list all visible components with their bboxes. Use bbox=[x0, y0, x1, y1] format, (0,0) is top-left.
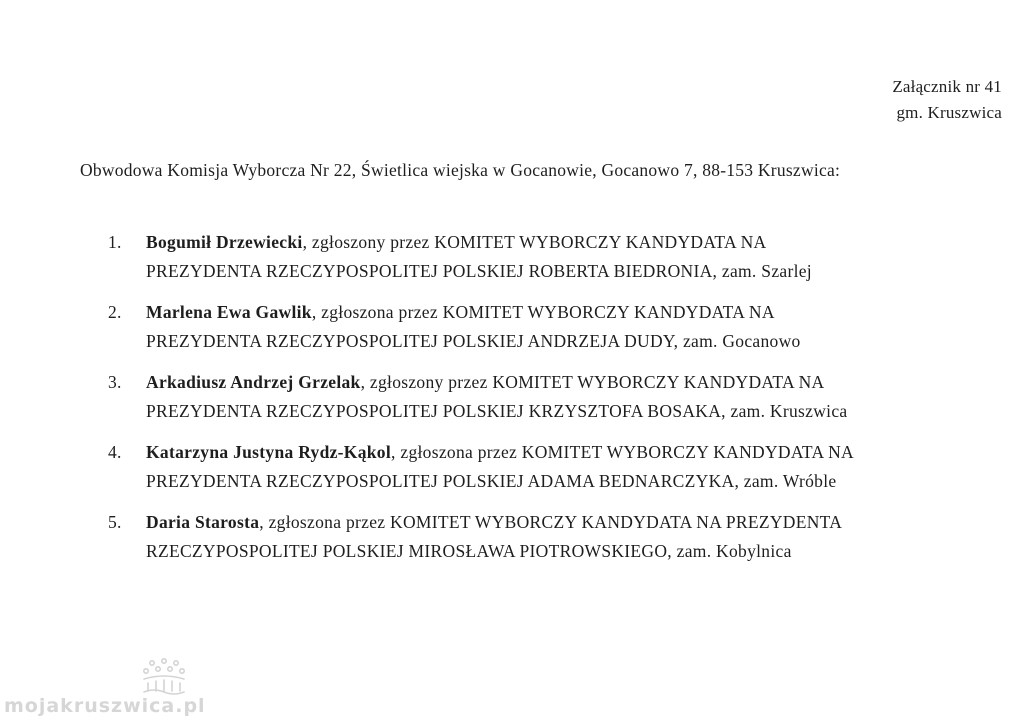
member-nomination: , zgłoszona przez KOMITET WYBORCZY KANDYDATA NA bbox=[311, 302, 775, 322]
member-name: Bogumił Drzewiecki bbox=[146, 232, 303, 252]
list-item bbox=[108, 508, 988, 566]
member-nomination: , zgłoszona przez KOMITET WYBORCZY KANDYDATA NA PREZYDENTA bbox=[259, 512, 843, 532]
list-item bbox=[108, 228, 988, 286]
member-line-1 bbox=[146, 438, 988, 467]
member-line-2: RZECZYPOSPOLITEJ POLSKIEJ MIROSŁAWA PIOTROWSKIEGO, zam. Kobylnica bbox=[146, 541, 792, 561]
member-nomination: , zgłoszony przez KOMITET WYBORCZY KANDYDATA NA bbox=[302, 232, 767, 252]
member-line-2: PREZYDENTA RZECZYPOSPOLITEJ POLSKIEJ KRZYSZTOFA BOSAKA, zam. Kruszwica bbox=[146, 401, 848, 421]
member-line-2: PREZYDENTA RZECZYPOSPOLITEJ POLSKIEJ ROBERTA BIEDRONIA, zam. Szarlej bbox=[146, 261, 812, 281]
member-line-2: PREZYDENTA RZECZYPOSPOLITEJ POLSKIEJ ANDRZEJA DUDY, zam. Gocanowo bbox=[146, 331, 801, 351]
member-nomination: , zgłoszony przez KOMITET WYBORCZY KANDYDATA NA bbox=[360, 372, 825, 392]
member-line-1 bbox=[146, 298, 988, 327]
item-number: 4. bbox=[108, 442, 122, 462]
member-line-1 bbox=[146, 368, 988, 397]
commission-title: Obwodowa Komisja Wyborcza Nr 22, Świetlica wiejska w Gocanowie, Gocanowo 7, 88-153 Kruszwica: bbox=[80, 160, 841, 180]
item-number: 1. bbox=[108, 232, 122, 252]
member-line-1 bbox=[146, 228, 988, 257]
member-name: Katarzyna Justyna Rydz-Kąkol bbox=[146, 442, 392, 462]
attachment-municipality: gm. Kruszwica bbox=[896, 103, 1002, 122]
member-name: Daria Starosta bbox=[146, 512, 260, 532]
attachment-header bbox=[892, 74, 1002, 126]
list-item bbox=[108, 298, 988, 356]
member-name: Marlena Ewa Gawlik bbox=[146, 302, 312, 322]
members-list bbox=[108, 228, 988, 578]
list-item bbox=[108, 368, 988, 426]
item-number: 2. bbox=[108, 302, 122, 322]
list-item bbox=[108, 438, 988, 496]
attachment-number: Załącznik nr 41 bbox=[892, 77, 1002, 96]
watermark bbox=[4, 657, 204, 717]
member-nomination: , zgłoszona przez KOMITET WYBORCZY KANDYDATA NA bbox=[391, 442, 854, 462]
member-line-1 bbox=[146, 508, 988, 537]
item-number: 3. bbox=[108, 372, 122, 392]
watermark-text: mojakruszwica.pl bbox=[4, 695, 206, 717]
member-name: Arkadiusz Andrzej Grzelak bbox=[146, 372, 361, 392]
item-number: 5. bbox=[108, 512, 122, 532]
member-line-2: PREZYDENTA RZECZYPOSPOLITEJ POLSKIEJ ADAMA BEDNARCZYKA, zam. Wróble bbox=[146, 471, 837, 491]
town-logo-icon bbox=[140, 657, 188, 695]
